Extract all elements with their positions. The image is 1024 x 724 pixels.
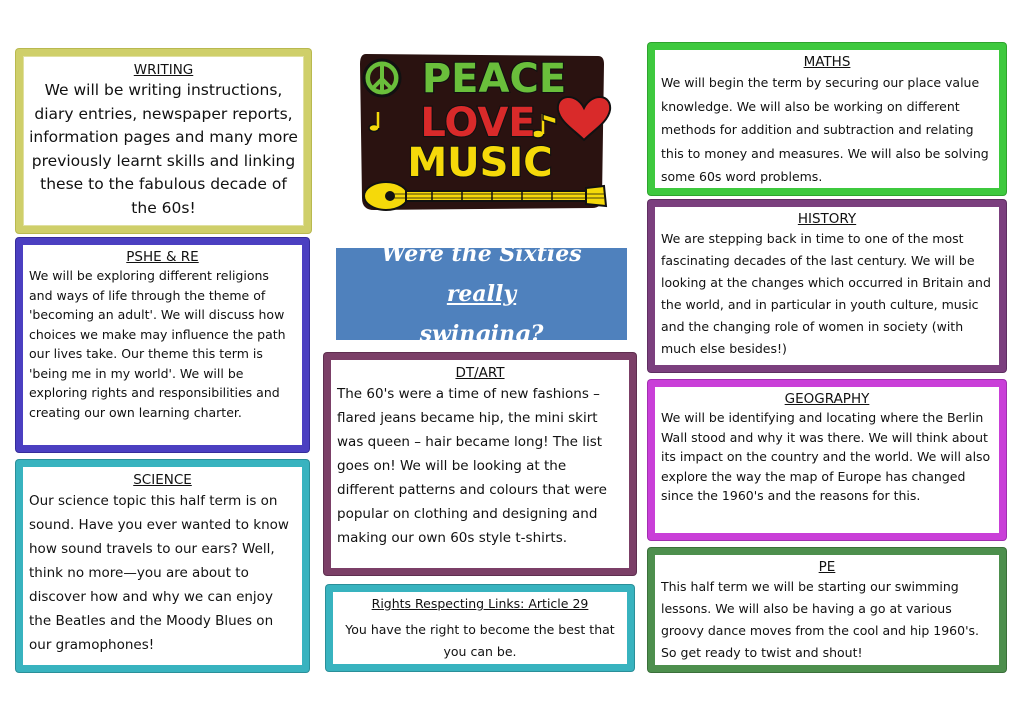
maths-title: MATHS	[803, 54, 851, 70]
topic-question-emphasis: really	[446, 281, 517, 307]
pe-text: This half term we will be starting our swimming lessons. We will also be having a go at various groovy dance moves from the cool and hip 1960's. So get ready to twist and shout!	[661, 579, 980, 660]
dt-art-text: The 60's were a time of new fashions – flared jeans became hip, the mini skirt was queen – hair became long! The list goes on! We will be looking at the different patterns and colours that were popular on clothing and designing and making our own 60s style t-shirts.	[337, 386, 607, 546]
geography-panel	[648, 380, 1006, 540]
geography-title: GEOGRAPHY	[784, 391, 870, 407]
logo-love-text: LOVE	[420, 100, 536, 146]
pshe-re-title: PSHE & RE	[126, 249, 199, 265]
pe-title: PE	[818, 559, 836, 575]
history-title: HISTORY	[797, 211, 857, 227]
topic-question-part2: swinging?	[419, 321, 544, 347]
pshe-re-panel	[16, 238, 309, 452]
maths-panel	[648, 43, 1006, 195]
rights-respecting-title: Rights Respecting Links: Article 29	[371, 596, 589, 611]
logo-music-text: MUSIC	[407, 140, 553, 186]
dt-art-panel	[324, 353, 636, 575]
science-text: Our science topic this half term is on sound. Have you ever wanted to know how sound travels to our ears? Well, think no more—you are about to discover how and why we can enjoy the Beatles and the Moody Blues on our gramophones!	[29, 493, 289, 653]
writing-text: We will be writing instructions, diary entries, newspaper reports, information pages and many more previously learnt skills and linking these to the fabulous decade of the 60s!	[29, 81, 298, 217]
science-panel	[16, 460, 309, 672]
topic-question-banner	[336, 241, 627, 347]
dt-art-title: DT/ART	[455, 365, 505, 381]
pe-panel	[648, 548, 1006, 672]
writing-title: WRITING	[133, 62, 194, 78]
topic-question	[347, 234, 617, 354]
science-title: SCIENCE	[133, 472, 192, 488]
rights-respecting-text: You have the right to become the best that you can be.	[345, 622, 615, 659]
peace-love-music-logo	[352, 48, 612, 218]
history-text: We are stepping back in time to one of the most fascinating decades of the last century. We will be looking at the changes which occurred in Britain and the world, and in particular in youth culture, music and the changing role of women in society (with much else besides!)	[661, 231, 991, 356]
peace-sign-icon	[364, 60, 400, 96]
maths-text: We will begin the term by securing our place value knowledge. We will also be working on different methods for addition and subtraction and relating this to money and measures. We will also be solving some 60s word problems.	[661, 75, 989, 184]
pshe-re-text: We will be exploring different religions and ways of life through the theme of 'becoming an adult'. We will discuss how choices we make may influence the path our lives take. Our theme this term is 'being me in my world'. We will be exploring rights and responsibilities and creating our own learning charter.	[29, 268, 286, 420]
topic-question-part1: Were the Sixties	[381, 241, 582, 267]
history-panel	[648, 200, 1006, 372]
geography-text: We will be identifying and locating where the Berlin Wall stood and why it was there. We will think about its impact on the country and the world. We will also explore the way the map of Europe has changed since the 1960's and the reasons for this.	[661, 410, 991, 503]
writing-panel	[16, 49, 311, 233]
rights-respecting-panel	[326, 585, 634, 671]
logo-peace-text: PEACE	[421, 56, 567, 102]
